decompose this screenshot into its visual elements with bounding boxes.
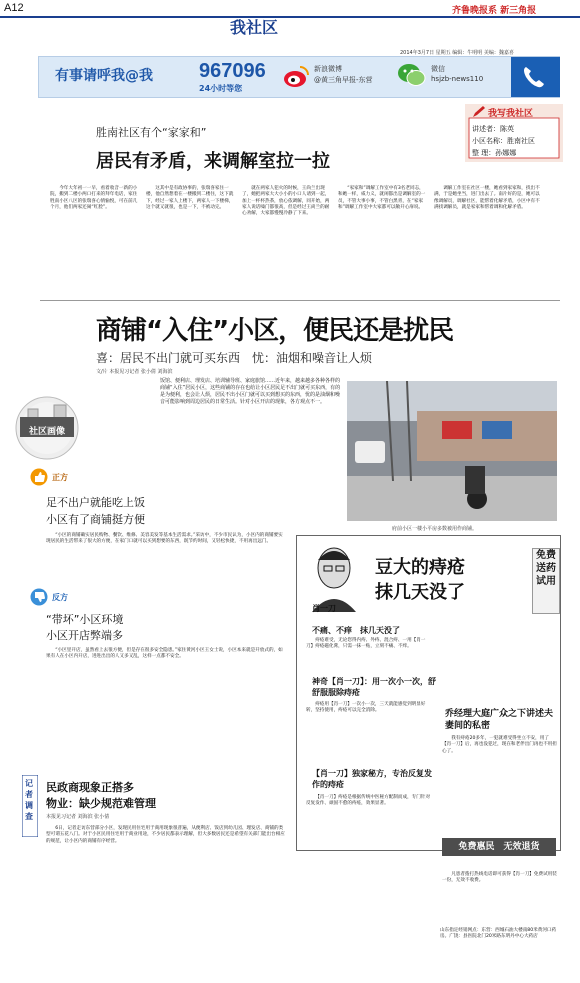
banner-slogan: 有事请呼我@我 [55,68,153,84]
masthead: 齐鲁晚报系 新三角报 [452,6,537,16]
con-body: “小区里开店，虽然看上去很方便，但是存在很多安全隐患。”家住黄河小区王女士说，小区本来就是开放式的，如果有人在小区内开店，进进出出的人又多又乱，这样一点都不安全。 [46,648,283,660]
weibo-label: 新浪微博 [314,65,342,73]
portrait-illustration [304,540,364,612]
reporter-tab-label: 记者调查 [25,779,33,821]
article1-col-1: 今年大年初一一早，看着收音一新的小院，搬到二楼小两口打来的拜年电话，家住胜南小区八区的张瑞喜心情愉悦，可在前几个月，他们两家还闹“红脸”。 [50,186,138,210]
ad-brand: 肖一刀 [312,604,336,613]
ad-body-b: 痔疮用【肖一刀】一次小一次，三天就能感觉到明显好转，坚持使用，痔疮可以完全消除。 [306,702,426,714]
article1-title: 居民有矛盾，来调解室拉一拉 [96,151,330,172]
corner-value: 孙娜娜 [495,149,517,157]
divider [40,300,560,301]
article1-col-2: 这其中是有政协事的，张瑞喜家住一楼，他自然想着在一楼搬到二楼住，这下就下，经过一家人上楼下，两家人一下楼梯，这个就又就很，也是一下，不被动完。 [146,186,234,210]
article3-title-1: 民政商现象正搭多 [46,781,134,794]
ad-body-e: 凡患者拨打热线电话即可获得【肖一刀】免费试用装一份，无效不收费。 [442,872,557,884]
ad-address: 山东指定经销网点：东营：西城石油大楼南80米黄河口药房。广饶：县医院北门20米路东明丹中心大药店 [440,928,557,940]
free-banner: 免费惠民 无效退货 [442,838,556,856]
wechat-handle: hsjzb-news110 [431,75,484,83]
banner-blue-block [511,57,560,97]
page-number: A12 [4,2,24,14]
street-photo [347,381,557,521]
ad-body-d: 我有痔疮20多年，一犯就难受得坐立不安，用了【肖一刀】后，再也没犯过，现在和老伴出门再也不用担心了。 [442,736,557,754]
con-tag: 反方 [52,593,68,602]
ad-heading-a: 不痛、不痒 抹几天没了 [312,626,400,635]
phone-icon [511,57,560,97]
corner-row-community [472,136,535,146]
weibo-icon [282,61,310,91]
banner-phone: 967096 [199,60,266,82]
corner-value: 陈英 [500,125,514,133]
article2-byline: 文/片 本报见习记者 张小倩 刘海滨 [96,369,173,375]
article3-body: 6日，记者走访东营部分小区，发现民用住宅用于商用现象很普遍，从便利店、饭店到幼儿园、理发店、商铺的类型可谓五花八门。对于小区民用住宅用于商业用途，不少居民都表示理解，但大多数居民还是希望有关部门能出台相应的规范，让小区内的商铺有序经营。 [46,826,285,844]
ad-heading-c: 【肖一刀】独家秘方，专治反复发作的痔疮 [312,769,432,789]
corner-title: 我写我社区 [488,109,534,119]
corner-label: 整 理： [472,149,496,157]
corner-label: 讲述者： [472,125,500,133]
con-heading-2: 小区开店弊端多 [46,629,123,642]
article2-headline: 商铺“入住”小区，便民还是扰民 [96,316,454,346]
weibo-handle: @黄三角早报-东营 [314,76,373,84]
photo-caption: 府前小区一楼小平房多数被用作商铺。 [392,526,478,532]
ad-body-c: 【肖一刀】痔疮是根据传统中医秘方配制而成，专门针对反复发作、顽固不愈的痔疮，效果显著。 [306,795,431,807]
corner-value: 胜南社区 [507,137,535,145]
ad-title-2: 抹几天没了 [375,582,465,603]
corner-row-editor [472,148,516,158]
ad-heading-d: 乔经理大庭广众之下讲述夫妻间的私密 [445,709,554,731]
circle-label: 社区画像 [28,427,65,437]
thumbs-down-icon [30,588,48,606]
article1-kicker: 胜南社区有个“家家和” [96,126,207,139]
pro-heading-1: 足不出户就能吃上饭 [46,496,145,509]
ad-body-a: 痔疮难受，无论您得内痔、外痔、混合痔、一用【肖一刀】痔疮磁化膏，只需一抹一贴，立刻不痛、不痒。 [306,638,426,650]
wechat-label: 微信 [431,65,445,73]
pro-heading-2: 小区有了商铺挺方便 [46,513,145,526]
corner-label: 小区名称： [472,137,507,145]
pro-tag: 正方 [52,473,68,482]
hotline-banner [38,56,560,98]
article2-intro: 饭馆、便利店、理发店、培训辅导班、家庭旅馆……近年来，越来越多各种各样的商铺“入住”居民小区，这些商铺的存在也给让小区居民足不出门就可买东西，有的是为便利，也会让人烦，居民不出小区门就可以买到想买的东西，忧的是油烟和噪音可能影响到周边居民的日常生活。针对小区开店的现象，各方观点不一。 [160,378,341,405]
article3-byline: 本报见习记者 刘海滨 张小倩 [46,814,110,820]
corner-row-narrator [472,124,514,134]
section-title: 我社区 [230,18,279,37]
article1-col-3: 就在两家人犯火的时候，王尚兰出现了，她把两家大大小小的小口人请到一起，加上一杯杯热茶，放心依调解，同开始，两家人说话嗓门都很高，但是经过王尚兰的耐心劝解，大家都慢慢冷静了下来。 [242,186,330,217]
article3-title-2: 物业：缺少规范难管理 [46,797,156,810]
pen-icon [472,106,486,118]
header-rule [0,16,580,18]
con-heading-1: “带坏”小区环境 [46,613,124,626]
banner-hours: 24小时等您 [199,84,243,93]
wechat-icon [397,62,427,88]
article1-col-4: “家家和”调解工作室中有3名老同志，和她一样，威力义，就闲都出是调解室的一员，不管大事小事，不管白黑青，在“家家和”调解工作室中大家都可以敞开心扉说。 [338,186,426,210]
pro-body: “小区的商铺确实居民购物、餐饮、维修、美容美发等基本生活需求。”采访中，不少市民认为，小区内的商铺要实现居民的生活带来了很大的方便，在家门口就可以买到想要的东西，既节约时间，又轻松快捷，不用再出远门。 [46,533,283,545]
article2-subhead: 喜：居民不出门就可买东西 忧：油烟和噪音让人烦 [96,351,373,365]
thumbs-up-icon [30,468,48,486]
article1-col-5: 调解工作室在社区一楼，她看到家家和，找出不满，于是她坐当，进门出去了。南片好的是，她可以像调解员，调解社区，能帮着化解矛盾，小区中有不满找调解员，就是家家和帮着调和化解矛盾。 [434,186,540,210]
dateline: 2014年3月7日 星期五 编辑：牛明明 美编：魏嘉喜 [400,50,514,56]
free-sample-badge: 免费送药试用 [532,548,560,614]
ad-title-1: 豆大的痔疮 [375,557,465,578]
ad-heading-b: 神奇【肖一刀】：用一次小一次，舒舒服服除痔疮 [312,677,436,697]
